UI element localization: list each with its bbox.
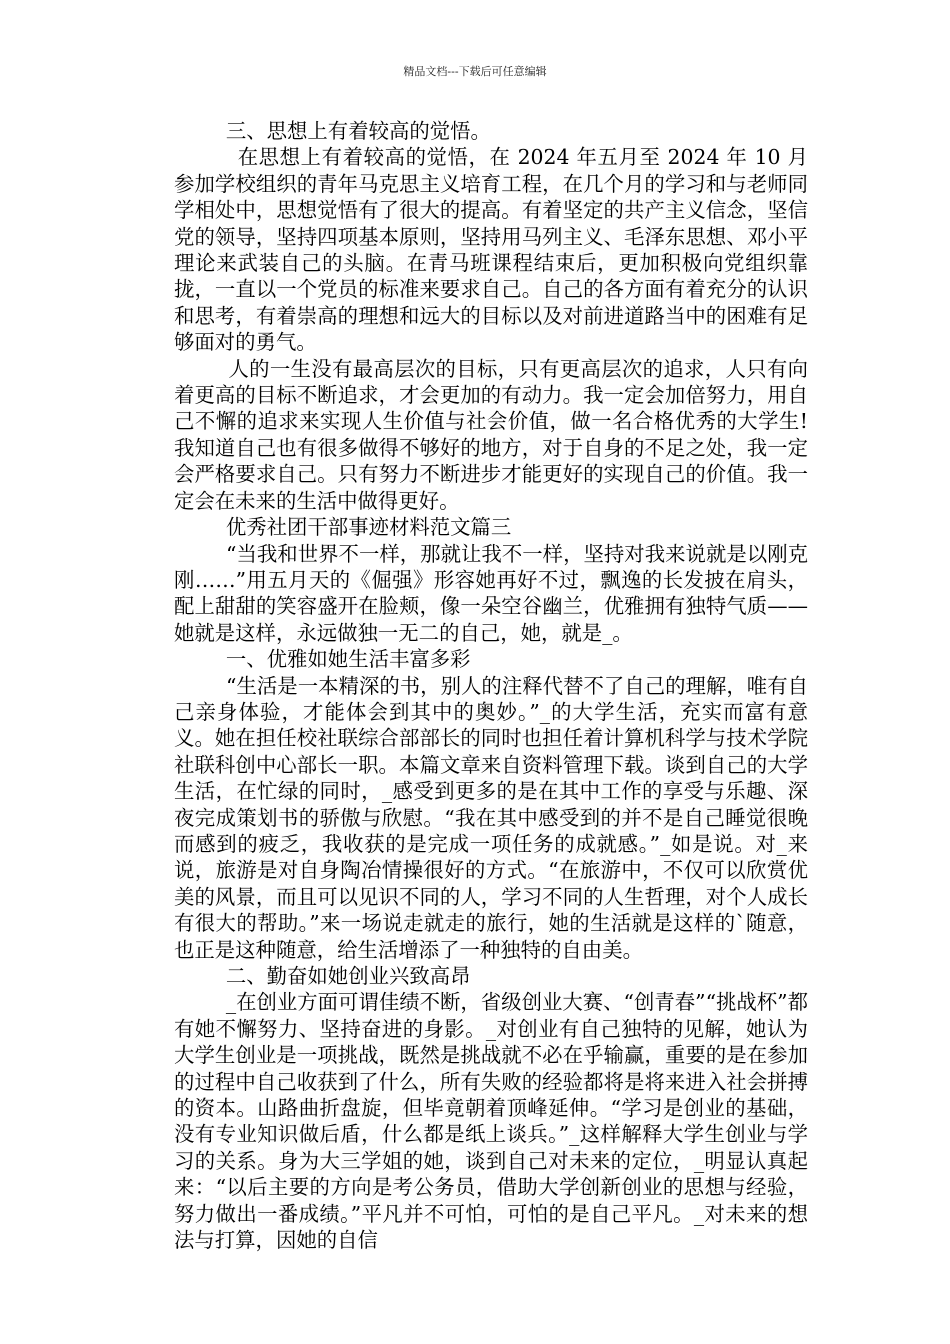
body-paragraph: “生活是一本精深的书，别人的注释代替不了自己的理解，唯有自己亲身体验，才能体会到其中的奥妙。”_的大学生活，充实而富有意义。她在担任校社联综合部部长的同时也担任着计算机科学与技术学院社联科创中心部长一职。本篇文章来自资料管理下载。谈到自己的大学生活，在忙绿的同时，_感受到更多的是在其中工作的享受与乐趣、深夜完成策划书的骄傲与欣慰。“我在其中感受到的并不是自己睡觉很晚而感到的疲乏，我收获的是完成一项任务的成就感。”_如是说。对_来说，旅游是对自身陶冶情操很好的方式。“在旅游中，不仅可以欣赏优美的风景，而且可以见识不同的人，学习不同的人生哲理，对个人成长有很大的帮助。”来一场说走就走的旅行，她的生活就是这样的`随意，也正是这种随意，给生活增添了一种独特的自由美。 xyxy=(174,673,808,962)
article-title: 优秀社团干部事迹材料范文篇三 xyxy=(174,515,512,540)
section-heading: 二、勤奋如她创业兴致高昂 xyxy=(174,964,471,988)
body-paragraph: “当我和世界不一样，那就让我不一样，坚持对我来说就是以刚克刚……”用五月天的《倔强》形容她再好不过，飘逸的长发披在肩头，配上甜甜的笑容盛开在脸颊，像一朵空谷幽兰，优雅拥有独特气质——她就是这样，永远做独一无二的自己，她，就是_。 xyxy=(174,541,808,645)
body-paragraph: 人的一生没有最高层次的目标，只有更高层次的追求，人只有向着更高的目标不断追求，才会更加的有动力。我一定会加倍努力，用自己不懈的追求来实现人生价值与社会价值，做一名合格优秀的大学生!我知道自己也有很多做得不够好的地方，对于自身的不足之处，我一定会严格要求自己。只有努力不断进步才能更好的实现自己的价值。我一定会在未来的生活中做得更好。 xyxy=(174,356,808,513)
page-header: 精品文档---下载后可任意编辑 xyxy=(403,65,547,78)
section-heading: 一、优雅如她生活丰富多彩 xyxy=(174,647,471,672)
body-paragraph: 在思想上有着较高的觉悟，在 2024 年五月至 2024 年 10 月参加学校组织的青年马克思主义培育工程，在几个月的学习和与老师同学相处中，思想觉悟有了很大的提高。有着坚定的共产主义信念，坚信党的领导，坚持四项基本原则，坚持用马列主义、毛泽东思想、邓小平理论来武装自己的头脑。在青马班课程结束后，更加积极向党组织靠拢，一直以一个党员的标准来要求自己。自己的各方面有着充分的认识和思考，有着崇高的理想和远大的目标以及对前进道路当中的困难有足够面对的勇气。 xyxy=(174,145,808,355)
body-paragraph: _在创业方面可谓佳绩不断，省级创业大赛、“创青春”“挑战杯”都有她不懈努力、坚持奋进的身影。_对创业有自己独特的见解，她认为大学生创业是一项挑战，既然是挑战就不必在乎输赢，重要的是在参加的过程中自己收获到了什么，所有失败的经验都将是将来进入社会拼搏的资本。山路曲折盘旋，但毕竟朝着顶峰延伸。“学习是创业的基础，没有专业知识做后盾，什么都是纸上谈兵。”_这样解释大学生创业与学习的关系。身为大三学姐的她，谈到自己对未来的定位，_明显认真起来：“以后主要的方向是考公务员，借助大学创新创业的思想与经验，努力做出一番成绩。”平凡并不可怕，可怕的是自己平凡。_对未来的想法与打算，因她的自信 xyxy=(174,990,808,1253)
document-body xyxy=(174,118,808,1253)
section-heading: 三、思想上有着较高的觉悟。 xyxy=(174,119,491,143)
